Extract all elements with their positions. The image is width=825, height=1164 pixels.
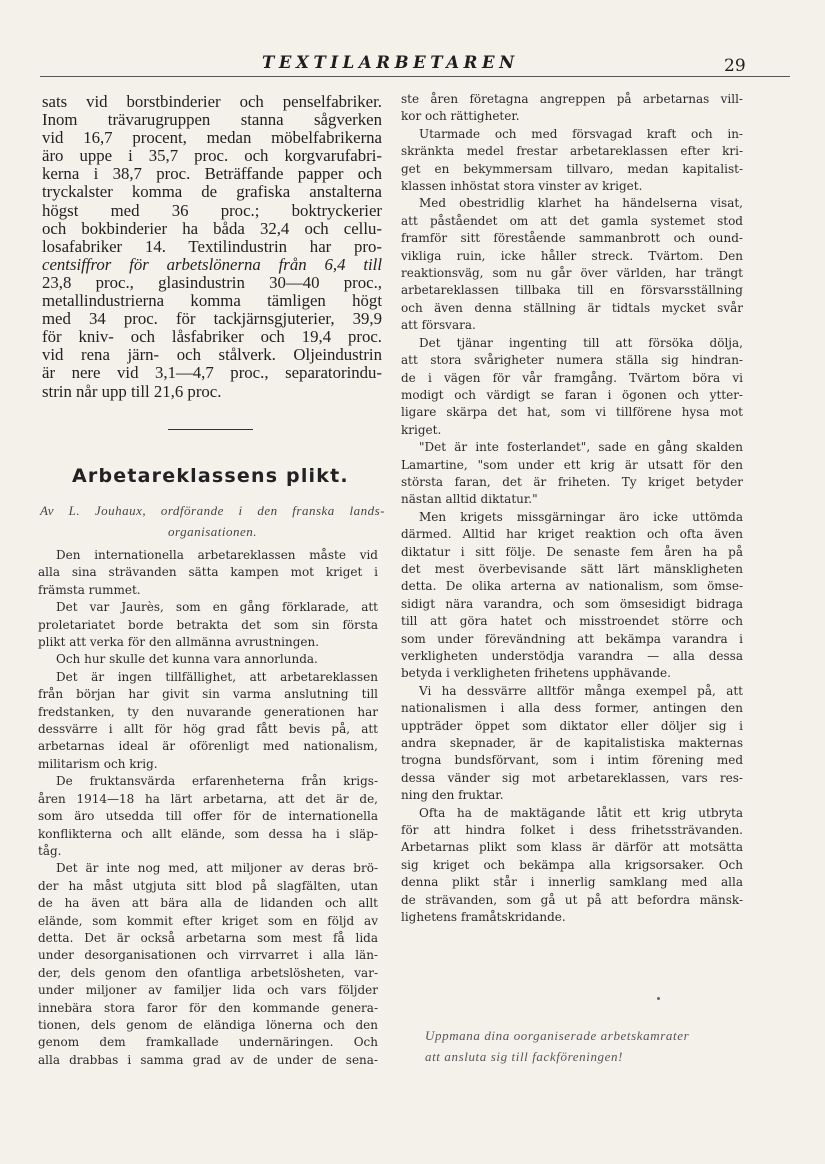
body-line: för att hindra folket i dess frihetssträvanden. [401,823,743,838]
body-line: dessvärre i allt för hög grad fått bevis på, att [38,722,378,737]
body-line: der ha måst utgjuta sitt blod på slagfälten, utan [38,878,378,893]
body-line: de strävanden, som gå ut på att befordra mänsk- [401,892,743,907]
article-title: Arbetareklassens plikt. [72,465,349,487]
body-line: att stora svårigheter numera ställa sig hindran- [401,353,743,368]
text-line: med 34 proc. för tackjärnsgjuterier, 39,9 [42,309,382,329]
body-line: nationalismen i alla dess former, antingen den [401,701,743,716]
body-line: sidigt nära varandra, och som ömsesidigt bidraga [401,596,743,611]
body-line: modigt och värdigt se faran i ögonen och ytter- [401,387,743,402]
body-line: arbetareklassen tillbaka till en försvarsställning [401,283,743,298]
body-line: under miljoner av familjer lida och vars följder [38,983,378,998]
text-line: är nere vid 3,1—4,7 proc., separatorindu- [42,363,382,383]
body-line: skränkta medel frestar arbetareklassen efter kri- [401,144,743,159]
text-line: losafabriker 14. Textilindustrin har pro- [42,236,382,256]
body-line: till att göra hatet och misstroendet större och [401,614,743,629]
body-line: betyda i verkligheten frihetens upphävande. [401,666,671,681]
body-line: kor och rättigheter. [401,109,520,124]
body-line: från början har givit sin varma anslutning till [38,687,378,702]
body-line: det mest överbevisande sätt lärt mänskligheten [401,561,743,576]
body-line: ste åren företagna angreppen på arbetarnas vill- [401,92,743,106]
body-line: de i vägen för vår framgång. Tvärtom böra vi [401,370,743,385]
body-line: tionen, dels genom de eländiga lönerna och den [38,1017,378,1032]
text-line: tryckalster komma de grafiska anstalterna [42,182,382,202]
body-line: Det var Jaurès, som en gång förklarade, att [56,600,378,615]
body-line: militarism och krig. [38,756,158,771]
text-line: högst med 36 proc.; boktryckerier [42,200,382,220]
text-line: Inom trävarugruppen stanna sågverken [42,110,382,130]
body-line: uppträder öppet som diktator eller döljer sig i [401,718,743,733]
body-line: alla drabbas i samma grad av de under de sena- [38,1052,378,1067]
body-line: get en bekymmersam tillvaro, medan kapitalist- [401,161,743,176]
text-line: kerna i 38,7 proc. Beträffande papper och [42,164,382,184]
body-line: fredstanken, ty den nuvarande generationen har [38,704,378,719]
body-line: diktatur i sitt följe. De senaste fem åren ha på [401,544,743,559]
text-line: vid 16,7 procent, medan möbelfabrikerna [42,128,382,148]
text-line: metallindustrierna komma tämligen högt [42,291,382,311]
body-line: De fruktansvärda erfarenheterna från krigs- [56,774,378,789]
article-body-right [401,91,743,927]
byline-line: Av L. Jouhaux, ordförande i den franska lands- [40,503,385,518]
text-line: äro uppe i 35,7 proc. och korgvarufabri- [42,146,382,166]
body-line: andra skepnader, är de kapitalistiska makternas [401,736,743,751]
article-body-left [38,547,378,1069]
body-line: Och hur skulle det kunna vara annorlunda. [56,652,318,667]
body-line: reaktionsväg, som nu går över världen, har trängt [401,266,743,281]
text-line: sats vid borstbinderier och penselfabriker. [42,92,382,111]
text-line: 23,8 proc., glasindustrin 30—40 proc., [42,272,382,292]
text-line: och bokbinderier ha båda 32,4 och cellu- [42,218,382,238]
body-line: Men krigets missgärningar äro icke uttömda [419,509,743,524]
body-line: därmed. Alltid har kriget reaktion och ofta även [401,527,743,542]
body-line: dessa vänder sig mot arbetareklassen, vars res- [401,770,743,785]
body-line: proletariatet borde betrakta det som sin första [38,617,378,632]
body-line: främsta rummet. [38,582,141,597]
body-line: Det tjänar ingenting till att försöka dölja, [419,335,743,350]
previous-article-continuation [42,93,382,401]
body-line: under desorganisationen och virrvarret i alla län- [38,948,378,963]
section-divider [168,429,253,430]
text-line: vid rena järn- och stålverk. Oljeindustrin [42,345,382,365]
body-line: som äro utsedda till offer för de internationella [38,809,378,824]
page-number: 29 [724,56,746,76]
body-line: de ha även att bära alla de lidanden och allt [38,896,378,911]
body-line: konflikterna och allt elände, som dessa ha i släp- [38,826,378,841]
body-line: detta. Det är också arbetarna som mest få lida [38,930,378,945]
body-line: plikt att verka för den allmänna avrustningen. [38,635,320,650]
body-line: elände, som kommit efter kriget som en följd av [38,913,378,928]
body-line: verkligheten understödja varandra — alla dessa [401,649,743,663]
body-line: största faran, det är friheten. Ty kriget betyder [401,474,743,489]
print-speck [657,997,660,1000]
body-line: innebära stora faror för den kommande genera- [38,1000,378,1015]
slogan-line: att ansluta sig till fackföreningen! [425,1049,624,1064]
body-line: genom dem framkallade undernäringen. Och [38,1035,378,1050]
body-line: Lamartine, "som under ett krig är utsatt för den [401,457,743,472]
body-line: der, dels genom den ofantliga arbetslösheten, var- [38,965,378,980]
body-line: Ofta ha de maktägande låtit ett krig utbryta [419,805,743,820]
footer-slogan [425,1025,755,1067]
body-line: nästan alltid diktatur." [401,492,538,507]
body-line: detta. De olika arterna av nationalism, som ömse- [401,579,743,594]
body-line: trogna bundsförvant, som i intim förening med [401,753,743,768]
body-line: kriget. [401,422,442,437]
body-line: Arbetarnas plikt som klass är därför att motsätta [401,840,743,855]
body-line: Med obestridlig klarhet ha händelserna visat, [419,196,743,211]
byline-line: organisationen. [168,524,257,539]
body-line: Utarmade och med försvagad kraft och in- [419,126,743,141]
body-line: alla sina strävanden sätta kampen mot kriget i [38,565,378,580]
body-line: Vi ha dessvärre alltför många exempel på, att [419,683,743,698]
body-line: sig kriget och bekämpa alla krigsorsaker. Och [401,857,743,872]
body-line: Det är inte nog med, att miljoner av deras brö- [56,861,378,876]
text-line: centsiffror för arbetslönerna från 6,4 till [42,254,382,274]
body-line: tåg. [38,843,62,858]
body-line: Den internationella arbetareklassen måste vid [56,548,378,562]
body-line: Det är ingen tillfällighet, att arbetareklassen [56,669,378,684]
body-line: som under förevändning att bekämpa varandra i [401,631,743,646]
article-byline [40,500,385,542]
body-line: ning den fruktar. [401,788,504,803]
text-line: för kniv- och låsfabriker och 19,4 proc. [42,327,382,347]
body-line: framför sitt förestående sammanbrott och ound- [401,231,743,246]
body-line: "Det är inte fosterlandet", sade en gång skalden [419,440,743,455]
journal-title: TEXTILARBETAREN [262,53,519,72]
body-line: ligare skärpa det hat, som vi tillförene hysa mot [401,405,743,420]
body-line: åren 1914—18 ha lärt arbetarna, att det är de, [38,791,378,806]
body-line: och även denna ställning är tidtals mycket svår [401,300,743,315]
body-line: arbetarnas ideal är oförenligt med nationalism, [38,739,378,754]
slogan-line: Uppmana dina oorganiserade arbetskamrater [425,1028,690,1043]
body-line: att påståendet om att det gamla systemet stod [401,213,743,228]
body-line: att försvara. [401,318,476,333]
text-line: strin når upp till 21,6 proc. [42,381,222,401]
header-rule [40,76,790,77]
body-line: lighetens framåtskridande. [401,910,566,925]
body-line: vikliga ruin, icke håller streck. Tvärtom. Den [401,248,743,263]
body-line: klassen inhöstat stora vinster av kriget. [401,179,643,194]
body-line: denna plikt står i innerlig samklang med alla [401,875,743,890]
